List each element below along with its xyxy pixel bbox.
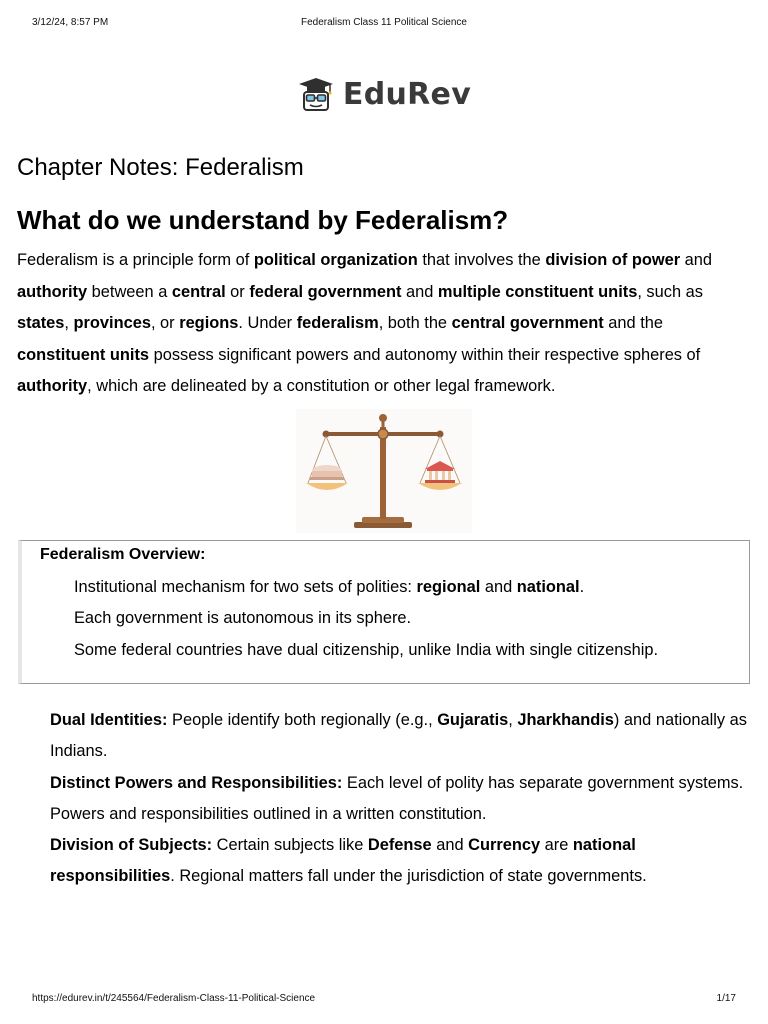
edurev-student-logo-icon — [297, 76, 335, 112]
chapter-title: Chapter Notes: Federalism — [17, 154, 304, 181]
overview-title: Federalism Overview: — [40, 546, 206, 563]
logo-text: EduRev — [342, 76, 472, 112]
page-number: 1/17 — [716, 993, 736, 1004]
print-datetime: 3/12/24, 8:57 PM — [32, 17, 109, 28]
point-dual-identities: Dual Identities: People identify both regionally (e.g., Gujaratis, Jharkhandis) and nationally as Indians. — [50, 711, 747, 761]
federalism-overview-box — [18, 540, 750, 684]
overview-item-2: Each government is autonomous in its sphere. — [74, 609, 412, 627]
overview-item-1: Institutional mechanism for two sets of polities: regional and national. — [74, 578, 585, 596]
section-title: What do we understand by Federalism? — [17, 205, 509, 235]
edurev-logo[interactable] — [0, 76, 768, 112]
point-division-of-subjects: Division of Subjects: Certain subjects like Defense and Currency are national responsibilities. Regional matters fall under the jurisdiction of state governments. — [50, 836, 647, 886]
overview-item-3: Some federal countries have dual citizenship, unlike India with single citizenship. — [74, 641, 659, 659]
print-doc-title: Federalism Class 11 Political Science — [301, 17, 467, 28]
intro-paragraph: Federalism is a principle form of political organization that involves the division of power and authority between a central or federal government and multiple constituent units, such as states, provinces, or regions. Under federalism, both the central government and the constituent units possess significant powers and autonomy within their respective spheres of authority, which are delineated by a constitution or other legal framework. — [17, 251, 713, 395]
balance-scale-icon — [296, 409, 472, 533]
print-header — [0, 17, 768, 31]
page-url-link[interactable]: https://edurev.in/t/245564/Federalism-Class-11-Political-Science — [32, 993, 316, 1004]
print-footer — [0, 993, 768, 1007]
key-points-list — [50, 705, 754, 893]
point-distinct-powers: Distinct Powers and Responsibilities: Each level of polity has separate government systems. Powers and responsibilities outlined in a written constitution. — [50, 773, 744, 823]
